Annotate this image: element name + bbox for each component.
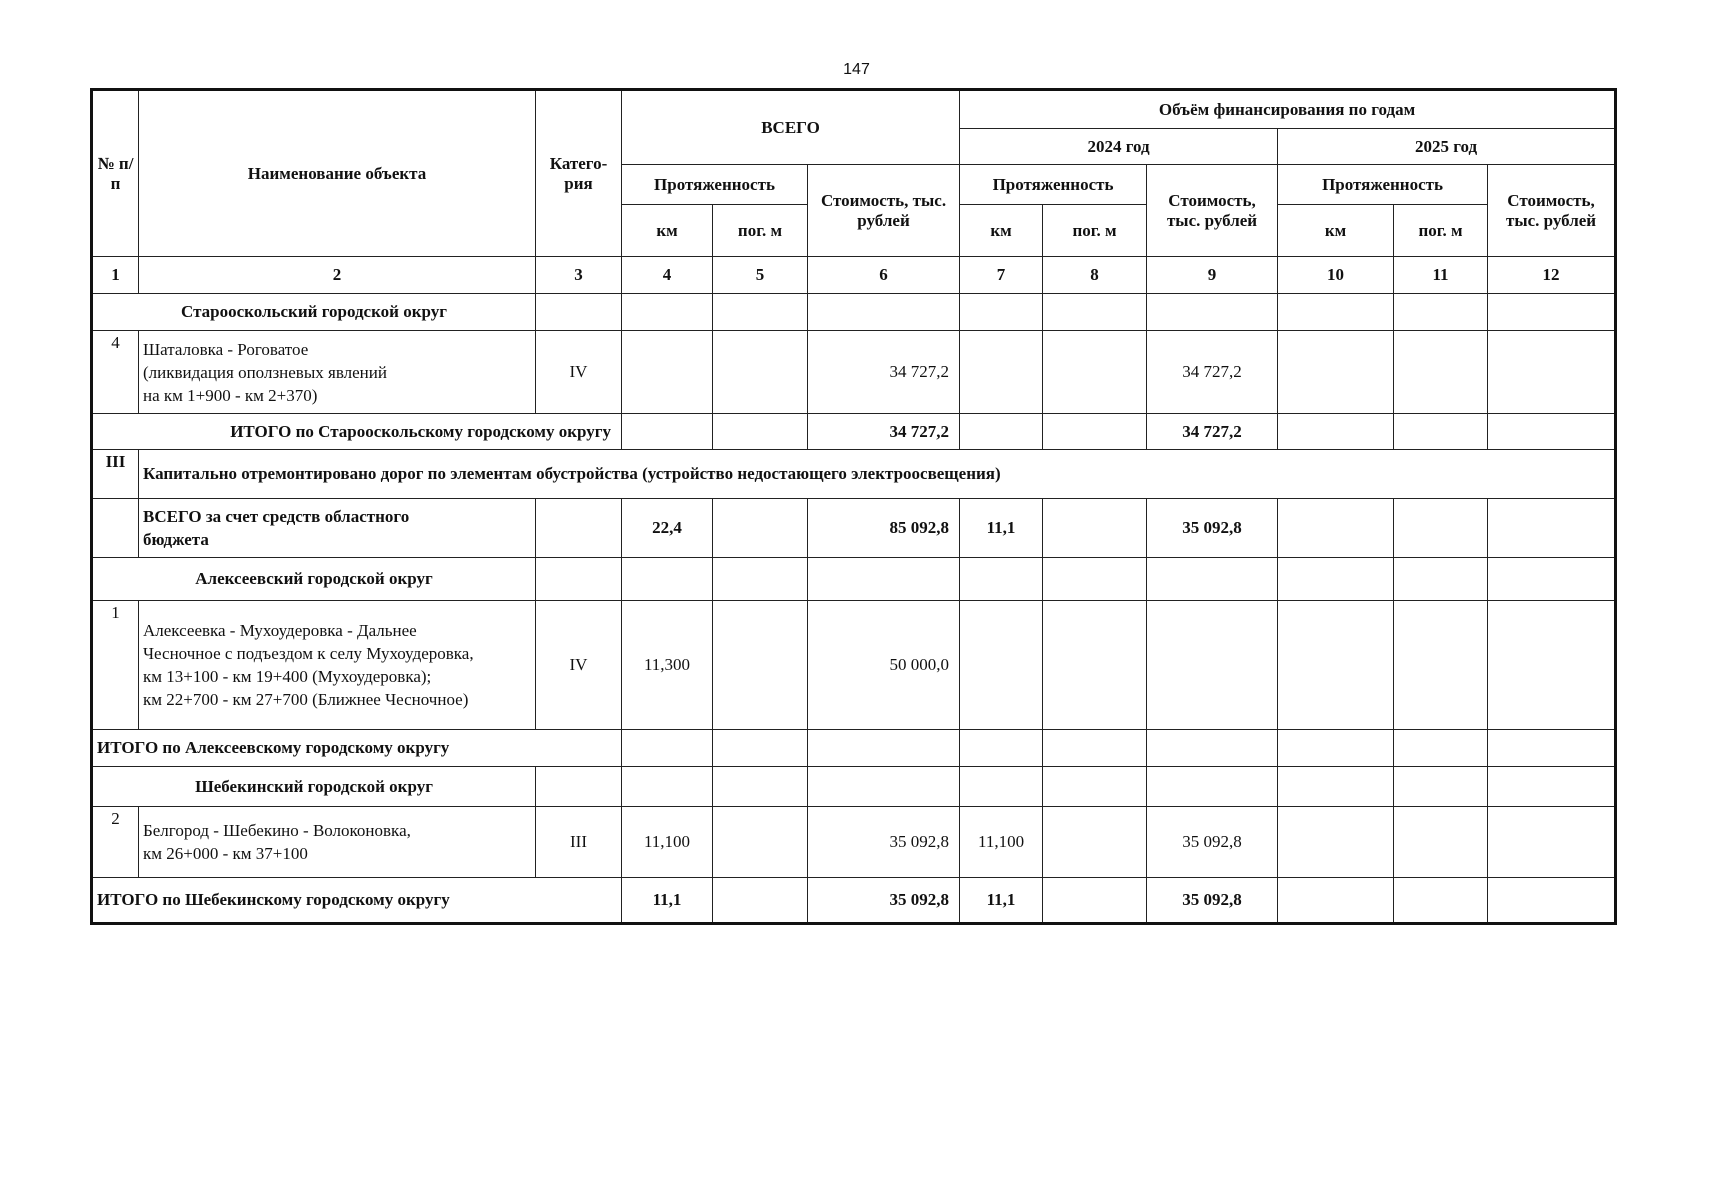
- category: IV: [536, 601, 622, 730]
- km-2024: 11,1: [960, 878, 1043, 924]
- district-total-label: ИТОГО по Алексеевскому городскому округу: [92, 730, 622, 767]
- page-number: 147: [843, 61, 870, 78]
- total-km: 22,4: [622, 499, 713, 558]
- financing-table: [90, 88, 1617, 925]
- row-num: 4: [92, 331, 139, 414]
- district-header-shebekino: Шебекинский городской округ: [92, 767, 536, 807]
- header-total: ВСЕГО: [622, 90, 960, 165]
- district-total-label: ИТОГО по Шебекинскому городскому округу: [92, 878, 622, 924]
- object-name: Алексеевка - Мухоудеровка - Дальнее Чесночное с подъездом к селу Мухоудеровка, км 13+100 - км 19+400 (Мухоудеровка); км 22+700 - км 27+700 (Ближнее Чесночное): [139, 601, 536, 730]
- header-pogm-2025: пог. м: [1394, 205, 1488, 257]
- col-num: 4: [622, 257, 713, 294]
- col-num: 2: [139, 257, 536, 294]
- total-cost: 85 092,8: [808, 499, 960, 558]
- district-total-row: [92, 730, 1616, 767]
- header-funding-by-years: Объём финансирования по годам: [960, 90, 1616, 129]
- header-year-2024: 2024 год: [960, 129, 1278, 165]
- object-name: Шаталовка - Роговатое (ликвидация оползневых явлений на км 1+900 - км 2+370): [139, 331, 536, 414]
- header-cost-2024: Стоимость, тыс. рублей: [1147, 165, 1278, 257]
- district-total-label: ИТОГО по Старооскольскому городскому округу: [92, 414, 622, 450]
- table-row: [92, 807, 1616, 878]
- district-header-alekseevka: Алексеевский городской округ: [92, 558, 536, 601]
- col-num: 5: [713, 257, 808, 294]
- header-num: № п/п: [92, 90, 139, 257]
- total-km: 11,100: [622, 807, 713, 878]
- category: III: [536, 807, 622, 878]
- cost-2024: 35 092,8: [1147, 807, 1278, 878]
- km-2024: 11,100: [960, 807, 1043, 878]
- cost-2024: 34 727,2: [1147, 414, 1278, 450]
- header-km-total: км: [622, 205, 713, 257]
- district-total-row: [92, 414, 1616, 450]
- row-num: 2: [92, 807, 139, 878]
- col-num: 8: [1043, 257, 1147, 294]
- category: IV: [536, 331, 622, 414]
- cost-2024: 35 092,8: [1147, 878, 1278, 924]
- total-cost: 35 092,8: [808, 878, 960, 924]
- col-num: 10: [1278, 257, 1394, 294]
- header-length-2024: Протяженность: [960, 165, 1147, 205]
- section-title: Капитально отремонтировано дорог по элементам обустройства (устройство недостающего электроосвещения): [139, 450, 1616, 499]
- table-row: [92, 601, 1616, 730]
- header-year-2025: 2025 год: [1278, 129, 1616, 165]
- object-name: Белгород - Шебекино - Волоконовка, км 26+000 - км 37+100: [139, 807, 536, 878]
- section-row: [92, 450, 1616, 499]
- header-name: Наименование объекта: [139, 90, 536, 257]
- col-num: 9: [1147, 257, 1278, 294]
- district-total-row: [92, 878, 1616, 924]
- col-num: 7: [960, 257, 1043, 294]
- header-length-2025: Протяженность: [1278, 165, 1488, 205]
- header-pogm-total: пог. м: [713, 205, 808, 257]
- table-row: [92, 331, 1616, 414]
- header-cost-total: Стоимость, тыс. рублей: [808, 165, 960, 257]
- header-pogm-2024: пог. м: [1043, 205, 1147, 257]
- district-header-stary-oskol: Старооскольский городской округ: [92, 294, 536, 331]
- header-km-2024: км: [960, 205, 1043, 257]
- total-cost: 34 727,2: [808, 414, 960, 450]
- col-num: 1: [92, 257, 139, 294]
- header-cost-2025: Стоимость, тыс. рублей: [1488, 165, 1616, 257]
- cost-2024: 35 092,8: [1147, 499, 1278, 558]
- header-km-2025: км: [1278, 205, 1394, 257]
- total-cost: 50 000,0: [808, 601, 960, 730]
- total-km: 11,300: [622, 601, 713, 730]
- col-num: 11: [1394, 257, 1488, 294]
- col-num: 3: [536, 257, 622, 294]
- col-num: 6: [808, 257, 960, 294]
- km-2024: 11,1: [960, 499, 1043, 558]
- regional-total-row: [92, 499, 1616, 558]
- row-num: 1: [92, 601, 139, 730]
- regional-total-label: ВСЕГО за счет средств областного бюджета: [139, 499, 536, 558]
- section-num: III: [92, 450, 139, 499]
- total-cost: 35 092,8: [808, 807, 960, 878]
- total-cost: 34 727,2: [808, 331, 960, 414]
- header-length-total: Протяженность: [622, 165, 808, 205]
- col-num: 12: [1488, 257, 1616, 294]
- total-km: 11,1: [622, 878, 713, 924]
- cost-2024: 34 727,2: [1147, 331, 1278, 414]
- header-category: Катего-рия: [536, 90, 622, 257]
